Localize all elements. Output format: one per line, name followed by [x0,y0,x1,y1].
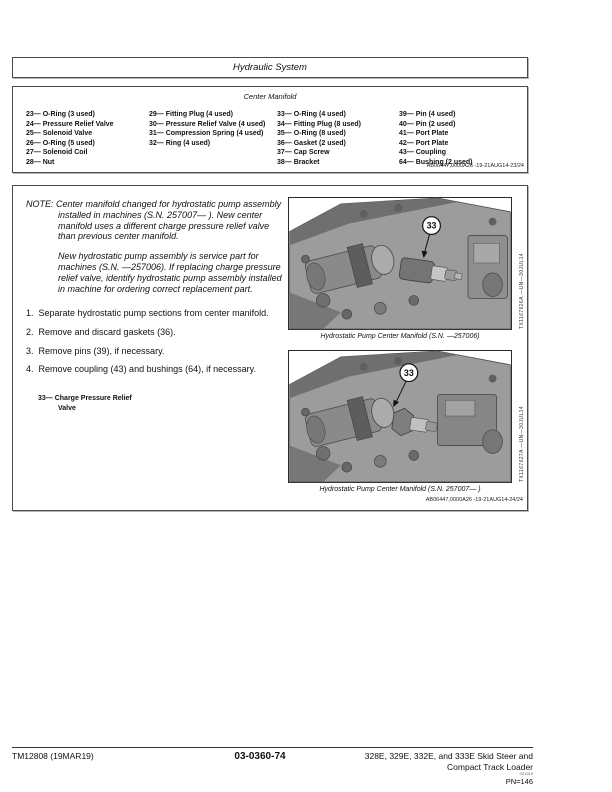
callout-number: 33 [403,367,414,378]
footer-model-title [365,751,533,772]
part-item: 25— Solenoid Valve [26,130,93,137]
part-item: 29— Fitting Plug (4 used) [149,111,234,118]
part-item: 24— Pressure Relief Valve [26,120,114,128]
step-1 [26,308,286,319]
note-block [26,199,282,294]
section-ref-code: AB06447,0000A26 -19-21AUG14-24/24 [425,497,523,503]
part-item: 42— Port Plate [399,139,449,147]
parts-columns [26,110,523,167]
note-paragraph-1 [26,199,282,242]
parts-column-2 [149,110,277,167]
note-text-1: Center manifold changed for hydrostatic pump assembly installed in machines (S.N. 257007— ). New center manifold uses a different charge pressure relief valve than previous center manifold. [56,199,282,242]
parts-column-3 [277,110,399,167]
image-id-code: TX1167626A —UN—30JUL14 [519,253,525,329]
pump-drawing-icon [289,198,511,329]
figure-manifold-sn-to-257006 [288,197,525,340]
page-title: Hydraulic System [233,62,307,73]
step-2 [26,327,286,338]
part-item: 41— Port Plate [399,130,449,137]
part-item: 32— Ring (4 used) [149,139,211,147]
procedure-steps [26,308,286,383]
parts-ref-code: AB06447,0000A26 -19-21AUG14-23/24 [426,163,524,169]
part-item: 23— O-Ring (3 used) [26,111,95,118]
pump-drawing-icon [289,351,511,482]
part-item: 33— O-Ring (4 used) [277,111,346,118]
step-text: Remove and discard gaskets (36). [38,326,176,337]
step-text: Separate hydrostatic pump sections from center manifold. [38,308,269,318]
step-4 [26,364,286,375]
part-item: 64— Bushing (2 used) [399,158,473,166]
running-header-box [12,57,528,78]
footer-small-code: 031919 [519,771,533,776]
pump-illustration-1 [288,197,525,330]
parts-legend-box [12,86,528,173]
callout-number: 33 [426,220,437,231]
procedure-section-box [12,185,528,511]
note-paragraph-2: New hydrostatic pump assembly is service part for machines (S.N. —257006). If replacing charge pressure relief valve, identify hydrostatic pump assembly installed in machine for ordering correct replacement part. [58,251,282,294]
pump-illustration-2 [288,350,525,483]
footer-manual-id: TM12808 (19MAR19) [12,751,94,761]
part-item: 35— O-Ring (8 used) [277,130,346,137]
part-item: 43— Coupling [399,149,447,156]
footer-model-line-2: Compact Track Loader [447,761,533,772]
part-item: 27— Solenoid Coil [26,149,88,156]
footer-divider [12,747,533,748]
step-number: 1. [26,308,34,318]
part-item: 38— Bracket [277,158,320,166]
part-item: 31— Compression Spring (4 used) [149,130,264,137]
step-number: 3. [26,345,34,356]
part-item: 37— Cap Screw [277,149,330,156]
figure-caption: Hydrostatic Pump Center Manifold (S.N. —257006) [320,333,480,340]
image-id-code: TX1167627A —UN—30JUL14 [519,406,525,482]
legend-line-2: Valve [58,404,76,412]
step-text: Remove coupling (43) and bushings (64), if necessary. [38,364,256,375]
footer-section-page: 03-0360-74 [234,751,286,762]
part-item: 40— Pin (2 used) [399,120,456,128]
parts-column-4 [399,110,523,167]
step-3 [26,346,286,357]
figure-manifold-sn-257007-up [288,350,525,493]
parts-column-1 [26,110,149,167]
part-item: 26— O-Ring (5 used) [26,139,95,147]
step-text: Remove pins (39), if necessary. [38,345,165,356]
part-item: 30— Pressure Relief Valve (4 used) [149,120,266,128]
step-number: 4. [26,364,34,375]
note-label: NOTE: [26,199,54,209]
legend-line-1: 33— Charge Pressure Relief [38,395,132,402]
footer-page-number: PN=146 [505,777,533,786]
part-item: 39— Pin (4 used) [399,111,456,118]
figure-caption: Hydrostatic Pump Center Manifold (S.N. 257007— ) [319,486,481,493]
step-number: 2. [26,326,34,337]
callout-legend [38,394,132,413]
part-item: 28— Nut [26,158,55,166]
footer-model-line-1: 328E, 329E, 332E, and 333E Skid Steer and [364,751,533,761]
part-item: 34— Fitting Plug (8 used) [277,120,362,128]
parts-table-title: Center Manifold [243,92,297,101]
part-item: 36— Gasket (2 used) [277,139,346,147]
